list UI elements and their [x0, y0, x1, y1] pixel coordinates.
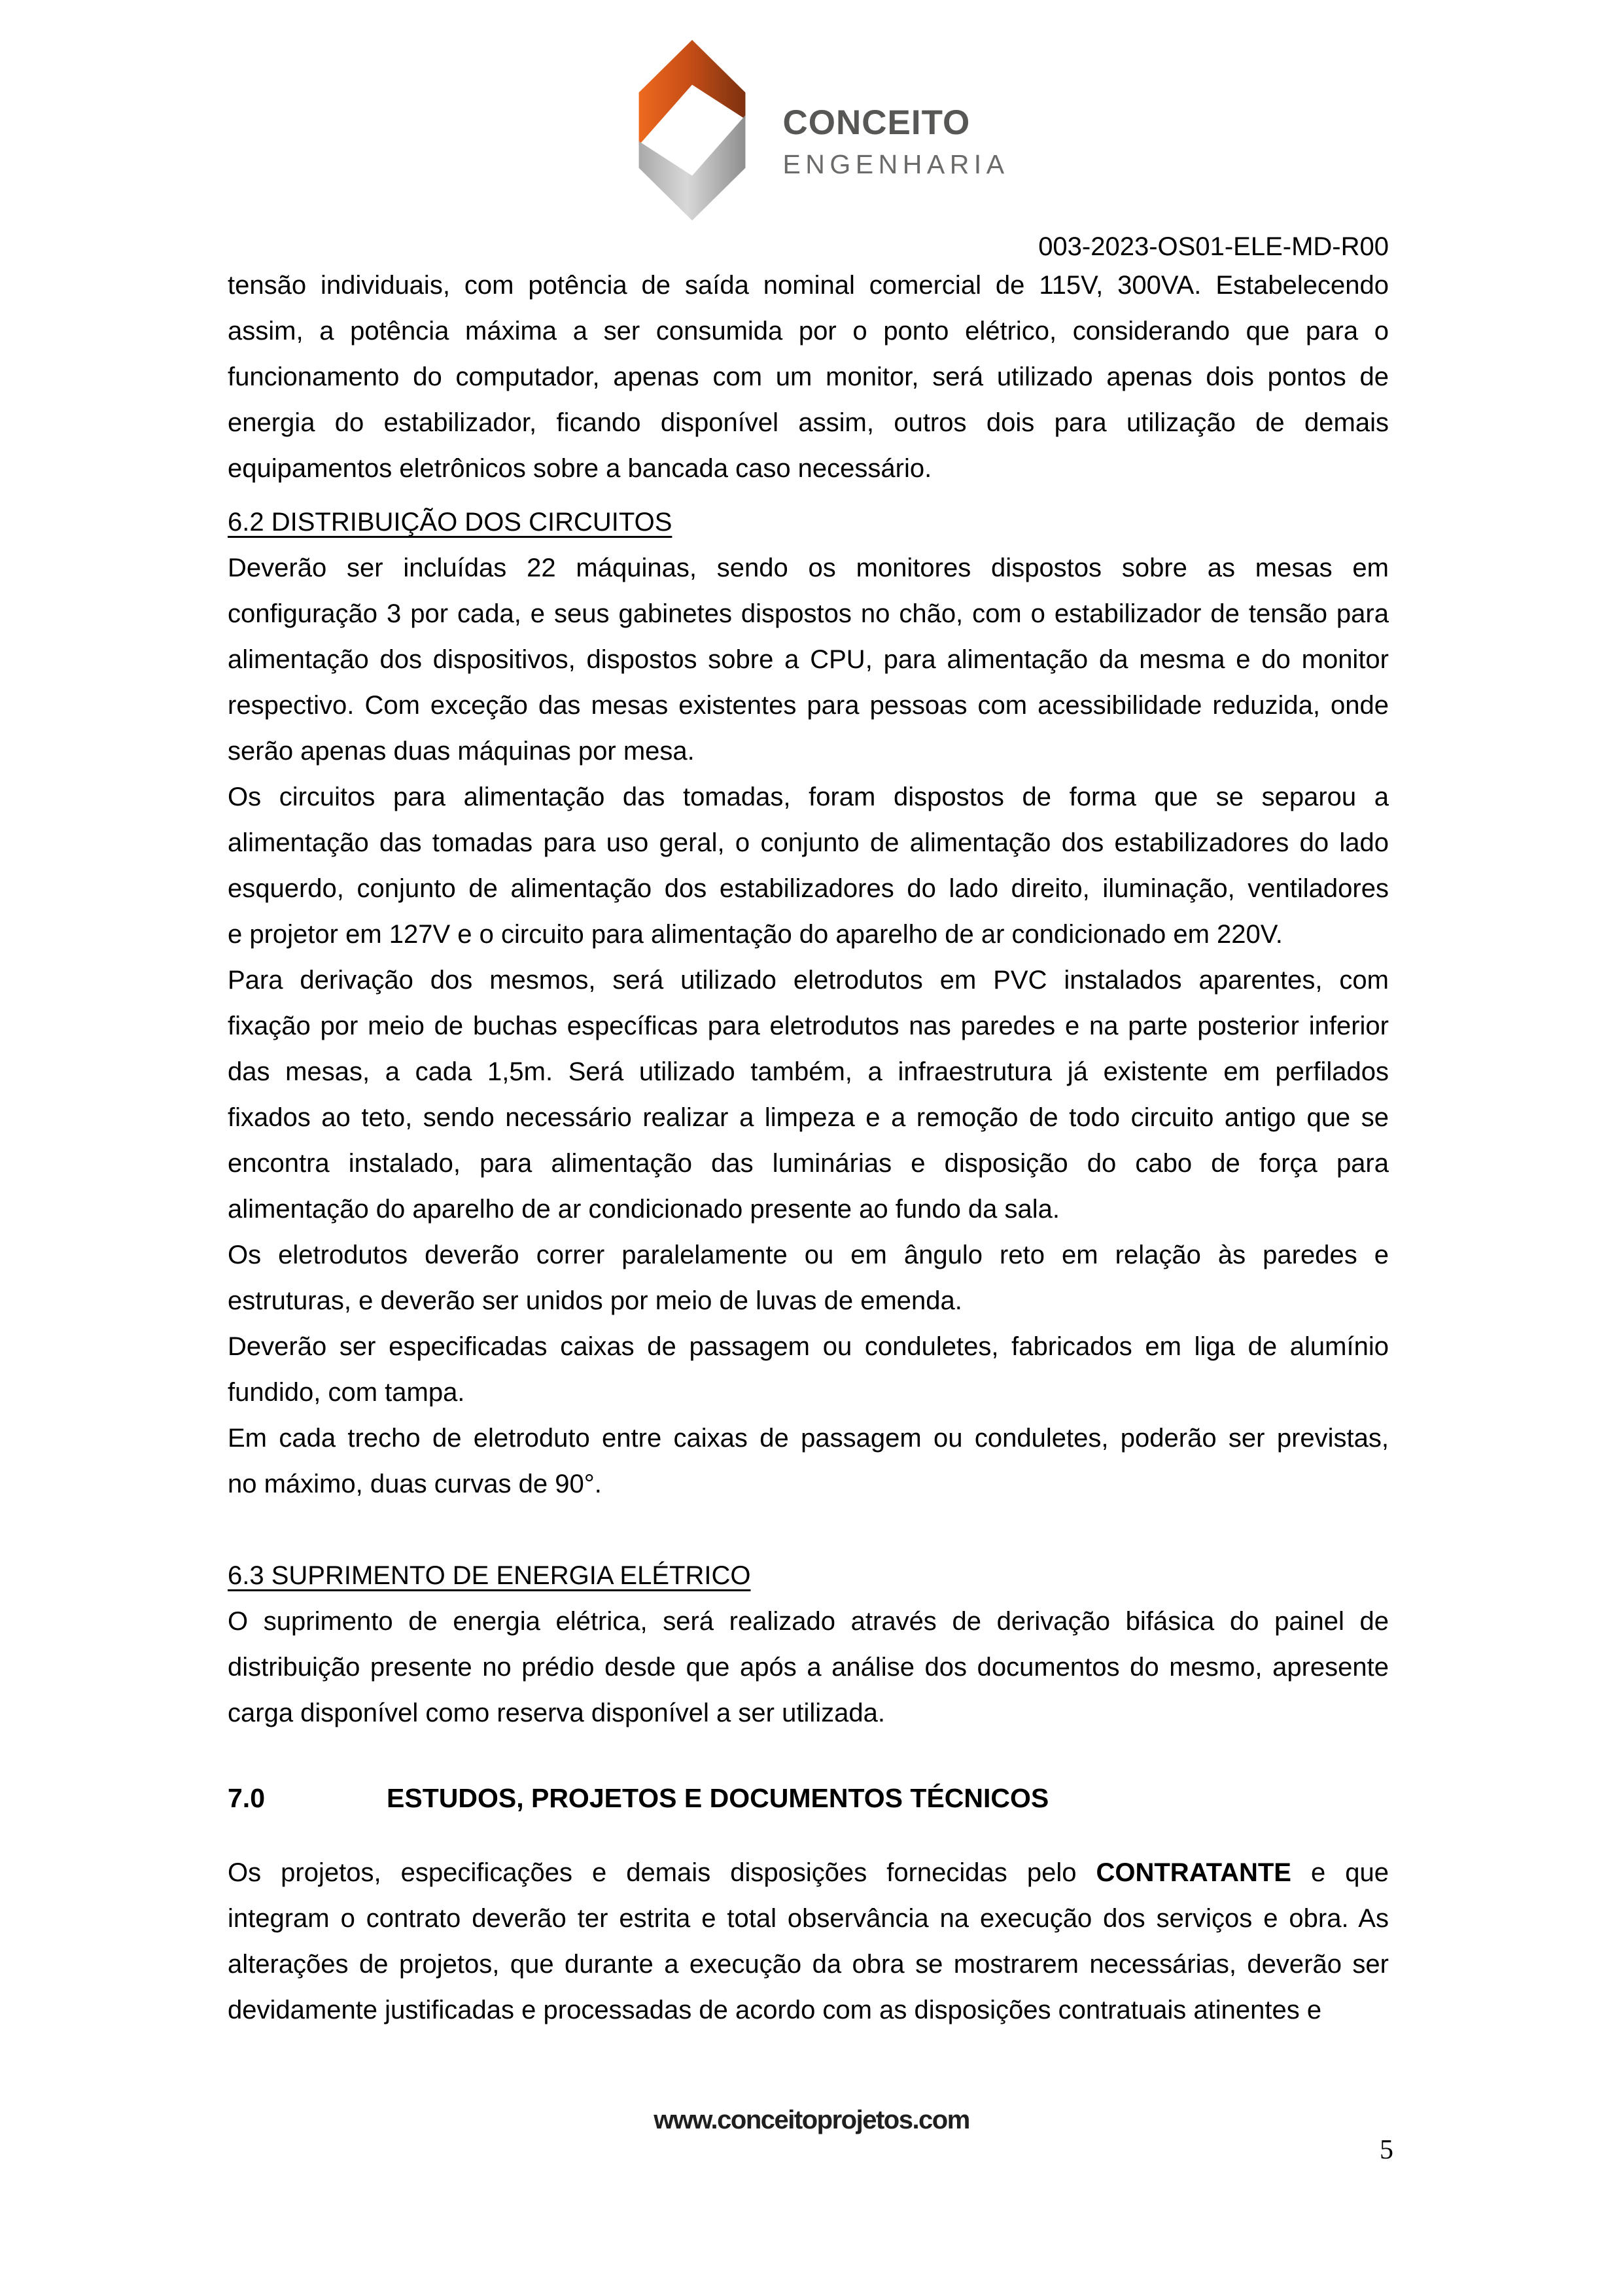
text-line: devidamente justificadas e processadas de acordo com as disposições contratuais atinentes e	[228, 1996, 1322, 2024]
text-run: e que	[1291, 1858, 1389, 1887]
text-line: carga disponível como reserva disponível a ser utilizada.	[228, 1699, 885, 1727]
paragraph	[228, 1324, 1389, 1415]
section-heading-6-3: 6.3 SUPRIMENTO DE ENERGIA ELÉTRICO	[228, 1561, 751, 1590]
section-number: 7.0	[228, 1783, 265, 1813]
section-heading-7-0	[228, 1775, 1389, 1821]
section-heading-6-2: 6.2 DISTRIBUIÇÃO DOS CIRCUITOS	[228, 508, 672, 537]
paragraph	[228, 774, 1389, 957]
text-line: Os circuitos para alimentação das tomadas, foram dispostos de forma que se separou a	[228, 783, 1389, 811]
text-line: Os eletrodutos deverão correr paralelamente ou em ângulo reto em relação às paredes e	[228, 1241, 1389, 1269]
text-line: alimentação das tomadas para uso geral, o conjunto de alimentação dos estabilizadores do lado	[228, 828, 1389, 857]
text-line: fixação por meio de buchas específicas para eletrodutos nas paredes e na parte posterior inferior	[228, 1012, 1389, 1040]
text-line: Para derivação dos mesmos, será utilizado eletrodutos em PVC instalados aparentes, com	[228, 966, 1389, 995]
text-line: Deverão ser incluídas 22 máquinas, sendo os monitores dispostos sobre as mesas em	[228, 554, 1389, 582]
paragraph	[228, 1415, 1389, 1507]
paragraph	[228, 957, 1389, 1232]
paragraph	[228, 545, 1389, 774]
text-line: encontra instalado, para alimentação das luminárias e disposição do cabo de força para	[228, 1149, 1389, 1178]
text-line: funcionamento do computador, apenas com um monitor, será utilizado apenas dois pontos de	[228, 362, 1389, 391]
text-line: alterações de projetos, que durante a execução da obra se mostrarem necessárias, deverão ser	[228, 1950, 1389, 1979]
logo-subtitle-text: ENGENHARIA	[782, 149, 1009, 179]
text-line: fundido, com tampa.	[228, 1378, 465, 1407]
paragraph	[228, 1598, 1389, 1736]
text-line: Em cada trecho de eletroduto entre caixas de passagem ou conduletes, poderão ser previstas,	[228, 1424, 1389, 1453]
text-line: e projetor em 127V e o circuito para alimentação do aparelho de ar condicionado em 220V.	[228, 920, 1283, 949]
text-run: Os projetos, especificações e demais disposições fornecidas pelo	[228, 1858, 1096, 1887]
text-line: fixados ao teto, sendo necessário realizar a limpeza e a remoção de todo circuito antigo que se	[228, 1103, 1389, 1132]
paragraph-intro	[228, 262, 1389, 491]
text-line: equipamentos eletrônicos sobre a bancada caso necessário.	[228, 454, 932, 483]
text-line: esquerdo, conjunto de alimentação dos estabilizadores do lado direito, iluminação, ventiladores	[228, 874, 1389, 903]
conceito-logo-mark-icon	[614, 36, 771, 224]
text-line: configuração 3 por cada, e seus gabinetes dispostos no chão, com o estabilizador de tensão para	[228, 599, 1389, 628]
text-line: das mesas, a cada 1,5m. Será utilizado também, a infraestrutura já existente em perfilados	[228, 1057, 1389, 1086]
document-body	[0, 262, 1623, 2033]
text-line: alimentação do aparelho de ar condicionado presente ao fundo da sala.	[228, 1195, 1060, 1224]
text-run-bold: CONTRATANTE	[1096, 1858, 1291, 1887]
text-line: Deverão ser especificadas caixas de passagem ou conduletes, fabricados em liga de alumínio	[228, 1332, 1389, 1361]
text-line: estruturas, e deverão ser unidos por meio de luvas de emenda.	[228, 1286, 962, 1315]
text-line: integram o contrato deverão ter estrita e total observância na execução dos serviços e obra. As	[228, 1904, 1389, 1933]
text-line	[228, 1850, 1389, 1896]
section-title: ESTUDOS, PROJETOS E DOCUMENTOS TÉCNICOS	[387, 1783, 1049, 1813]
text-line: alimentação dos dispositivos, dispostos sobre a CPU, para alimentação da mesma e do monitor	[228, 645, 1389, 674]
text-line: energia do estabilizador, ficando disponível assim, outros dois para utilização de demais	[228, 408, 1389, 437]
conceito-logo	[0, 0, 1623, 226]
logo-brand-text: CONCEITO	[782, 103, 971, 142]
text-line: no máximo, duas curvas de 90°.	[228, 1470, 602, 1498]
footer-website: www.conceitoprojetos.com	[654, 2106, 969, 2134]
document-code: 003-2023-OS01-ELE-MD-R00	[1038, 232, 1389, 261]
page-number: 5	[1380, 2135, 1393, 2165]
text-line: distribuição presente no prédio desde que após a análise dos documentos do mesmo, apresente	[228, 1653, 1389, 1682]
paragraph	[228, 1850, 1389, 2033]
paragraph	[228, 1232, 1389, 1324]
text-line: respectivo. Com exceção das mesas existentes para pessoas com acessibilidade reduzida, onde	[228, 691, 1389, 720]
text-line: tensão individuais, com potência de saída nominal comercial de 115V, 300VA. Estabelecendo	[228, 271, 1389, 300]
logo-text	[782, 105, 1009, 178]
text-line: assim, a potência máxima a ser consumida por o ponto elétrico, considerando que para o	[228, 317, 1389, 345]
text-line: serão apenas duas máquinas por mesa.	[228, 737, 695, 766]
text-line: O suprimento de energia elétrica, será realizado através de derivação bifásica do painel de	[228, 1607, 1389, 1636]
